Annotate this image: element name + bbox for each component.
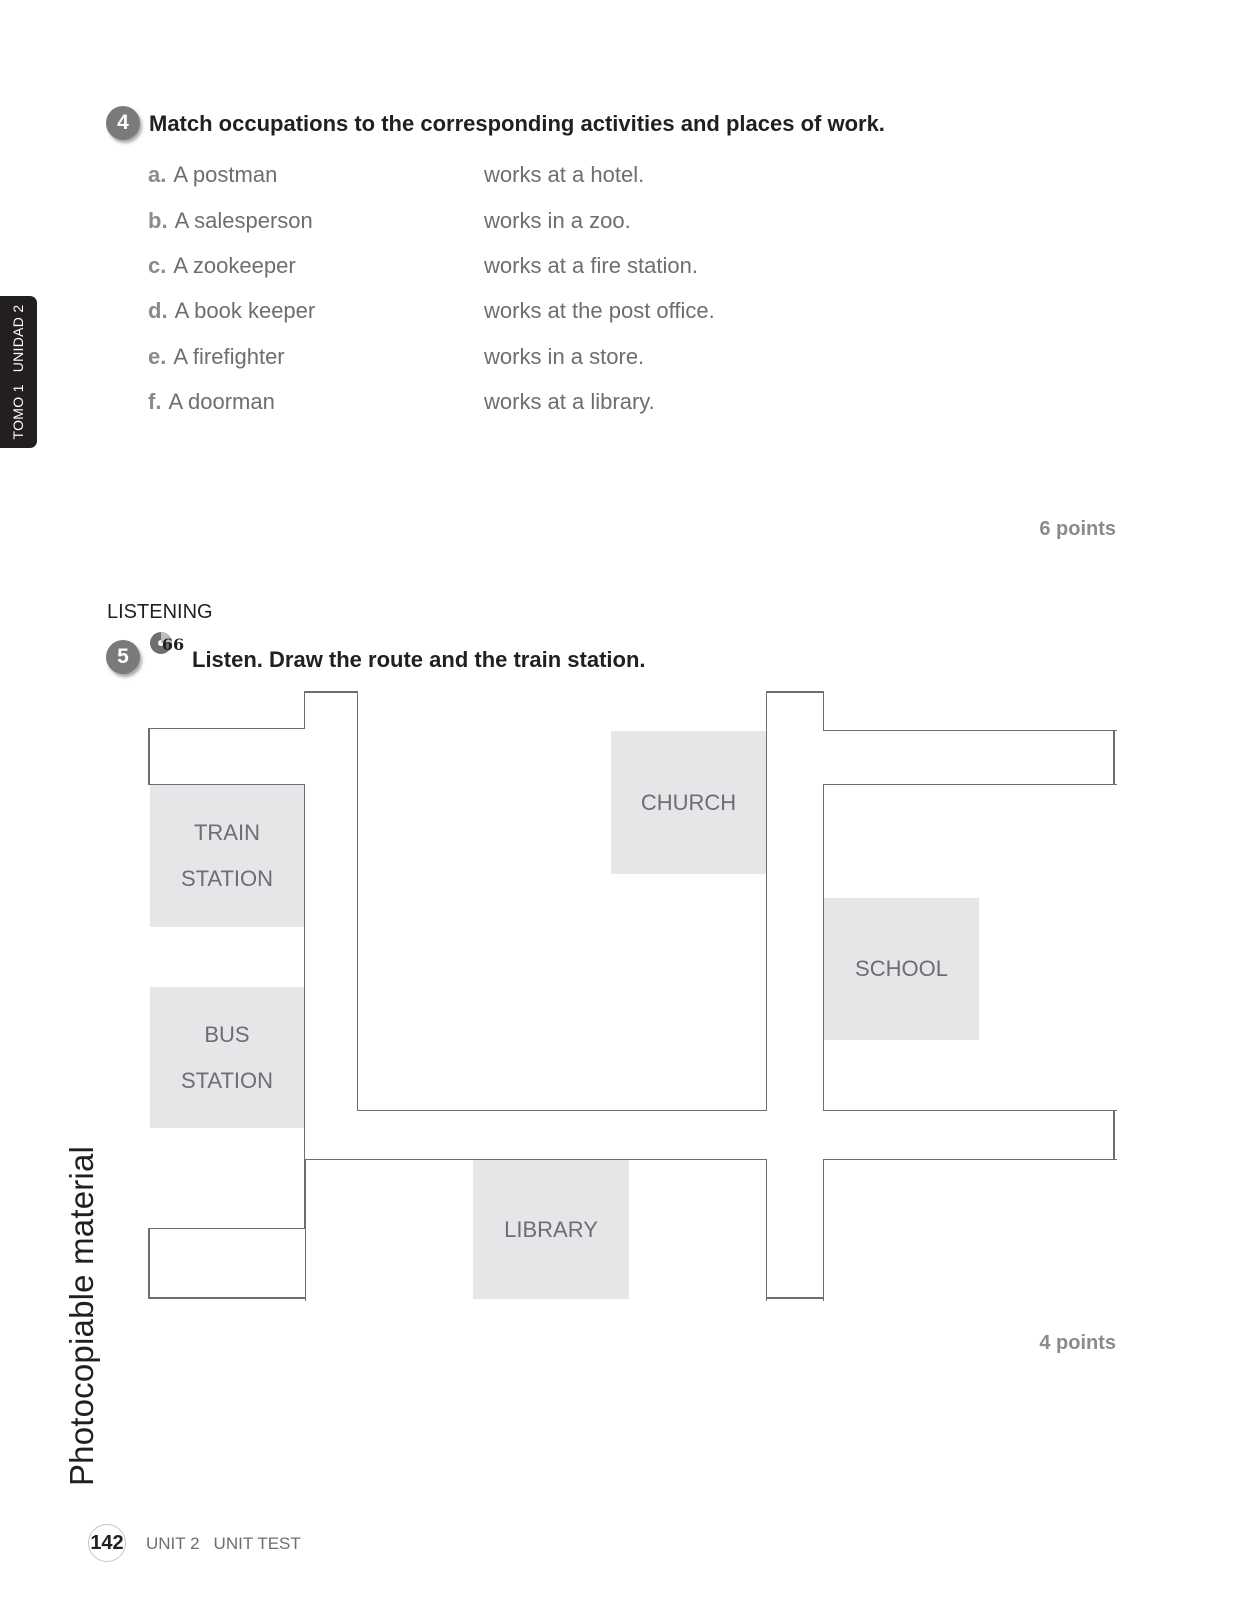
occupation-item [148,298,315,324]
school-label: SCHOOL [855,956,948,981]
item-letter: b. [148,208,168,233]
occupation-text: A doorman [168,389,275,414]
item-letter: f. [148,389,162,414]
library-label: LIBRARY [504,1216,598,1242]
occupation-text: A postman [173,162,278,187]
occupation-text: A firefighter [173,344,285,369]
exercise-4-points: 6 points [1039,518,1116,540]
item-letter: c. [148,253,167,278]
train-station-building [150,785,304,927]
block-bottom-right [823,1159,1117,1301]
block-top-left [148,691,305,729]
activity-item: works at a hotel. [484,162,645,187]
exercise-4-badge: 4 [106,106,140,140]
exercise-5-points: 4 points [1039,1332,1116,1354]
bus-label-line1: BUS [204,1021,250,1047]
occupation-item [148,253,296,279]
activity-item: works at a library. [484,389,655,414]
town-map [148,691,1115,1299]
occupation-item [148,162,277,188]
audio-cd-icon [148,628,186,658]
listening-heading: LISTENING [107,601,213,623]
item-letter: a. [148,162,167,187]
church-label: CHURCH [640,789,737,815]
train-label-line1: TRAIN [193,820,260,845]
footer-test: UNIT TEST [213,1534,301,1553]
exercise-4-instruction: Match occupations to the corresponding activities and places of work. [149,111,885,136]
track-number: 66 [161,635,185,654]
footer-label [146,1534,301,1554]
item-letter: d. [148,298,168,323]
bus-station-building [150,987,304,1128]
occupation-text: A book keeper [174,298,316,323]
side-tab-label [10,305,26,440]
activity-item: works at a fire station. [484,253,698,278]
occupation-item [148,344,285,370]
photocopiable-label: Photocopiable material [63,1145,100,1487]
page-number: 142 [88,1524,126,1562]
tomo-label: TOMO 1 [10,384,26,440]
bus-label-line2: STATION [180,1067,274,1093]
item-letter: e. [148,344,167,369]
occupation-item [148,208,313,234]
library-building [473,1160,629,1299]
church-building [611,731,766,874]
activity-item: works in a zoo. [484,208,631,233]
unidad-label: UNIDAD 2 [10,304,26,373]
occupation-text: A salesperson [174,208,313,233]
activity-item: works in a store. [484,344,645,369]
block-top-right [823,691,1117,731]
train-label-line2: STATION [180,866,274,891]
occupation-item [148,389,275,415]
exercise-5-instruction: Listen. Draw the route and the train station. [192,647,646,672]
exercise-5-badge: 5 [106,640,140,674]
footer-unit: UNIT 2 [146,1534,200,1553]
activity-item: works at the post office. [484,298,715,323]
occupation-text: A zookeeper [173,253,296,278]
school-building [824,898,979,1040]
